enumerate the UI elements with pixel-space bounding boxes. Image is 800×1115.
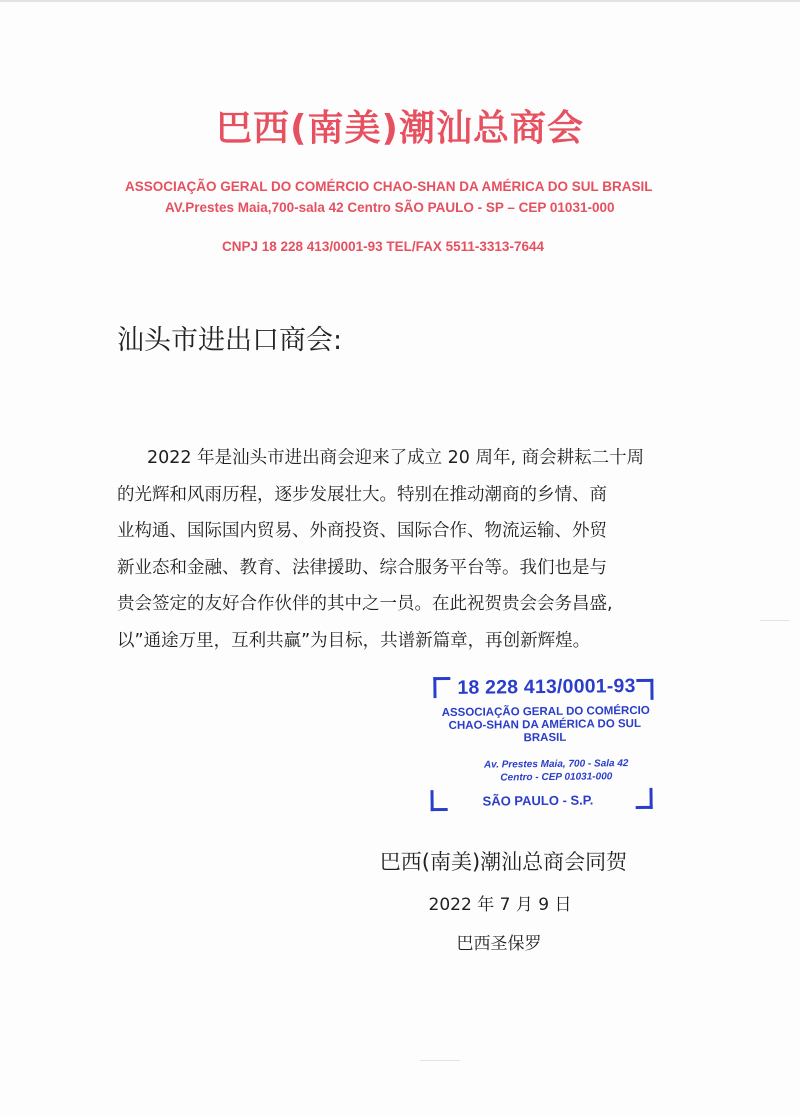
body-line: 以”通途万里，互利共赢”为目标，共谱新篇章，再创新辉煌。 [117, 630, 591, 651]
stamp-corner [433, 677, 450, 698]
stamp-address-line: Av. Prestes Maia, 700 - Sala 42 [483, 758, 629, 771]
stamp-city: SÃO PAULO - S.P. [482, 792, 594, 809]
letter-body [117, 440, 669, 659]
letterhead-association-name: ASSOCIAÇÃO GERAL DO COMÉRCIO CHAO-SHAN DA AMÉRICA DO SUL BRASIL [125, 179, 653, 194]
scan-mark [420, 1060, 460, 1061]
stamp-address [466, 758, 646, 785]
scan-mark [760, 620, 790, 621]
letterhead-address: AV.Prestes Maia,700-sala 42 Centro SÃO PAULO - SP – CEP 01031-000 [165, 200, 615, 215]
body-line: 业构通、国际国内贸易、外商投资、国际合作、物流运输、外贸 [117, 521, 607, 541]
signoff-date [0, 890, 800, 915]
body-line: 贵会签定的友好合作伙伴的其中之一员。在此祝贺贵会会务昌盛, [117, 594, 613, 614]
stamp-corner [636, 679, 653, 700]
stamp-cnpj: 18 228 413/0001-93 [457, 675, 636, 699]
stamp-name-line: ASSOCIAÇÃO GERAL DO COMÉRCIO [441, 704, 650, 720]
company-stamp [427, 671, 658, 817]
stamp-name-line: BRASIL [523, 731, 567, 745]
stamp-name-line: CHAO-SHAN DA AMÉRICA DO SUL [448, 717, 642, 732]
stamp-association-name [442, 705, 648, 746]
sender-text: 巴西(南美)潮汕总商会同贺 [379, 850, 628, 874]
place-text: 巴西圣保罗 [456, 934, 542, 954]
stamp-address-line: Centro - CEP 01031-000 [500, 770, 613, 783]
letterhead-title: 巴西(南美)潮汕总商会 [216, 108, 584, 149]
letterhead-contact: CNPJ 18 228 413/0001-93 TEL/FAX 5511-3313-7644 [222, 239, 544, 254]
salutation: 汕头市进出口商会: [117, 325, 343, 356]
date-text: 2022 年 7 月 9 日 [428, 895, 572, 915]
scan-edge [0, 0, 800, 2]
signoff-sender [0, 846, 800, 876]
signoff-place [0, 929, 800, 954]
body-line: 2022 年是汕头市进出商会迎来了成立 20 周年, 商会耕耘二十周 [147, 448, 645, 468]
stamp-corner [430, 790, 447, 811]
body-line: 新业态和金融、教育、法律援助、综合服务平台等。我们也是与 [117, 557, 607, 578]
stamp-corner [635, 788, 652, 809]
body-line: 的光辉和风雨历程，逐步发展壮大。特别在推动潮商的乡情、商 [117, 484, 607, 505]
